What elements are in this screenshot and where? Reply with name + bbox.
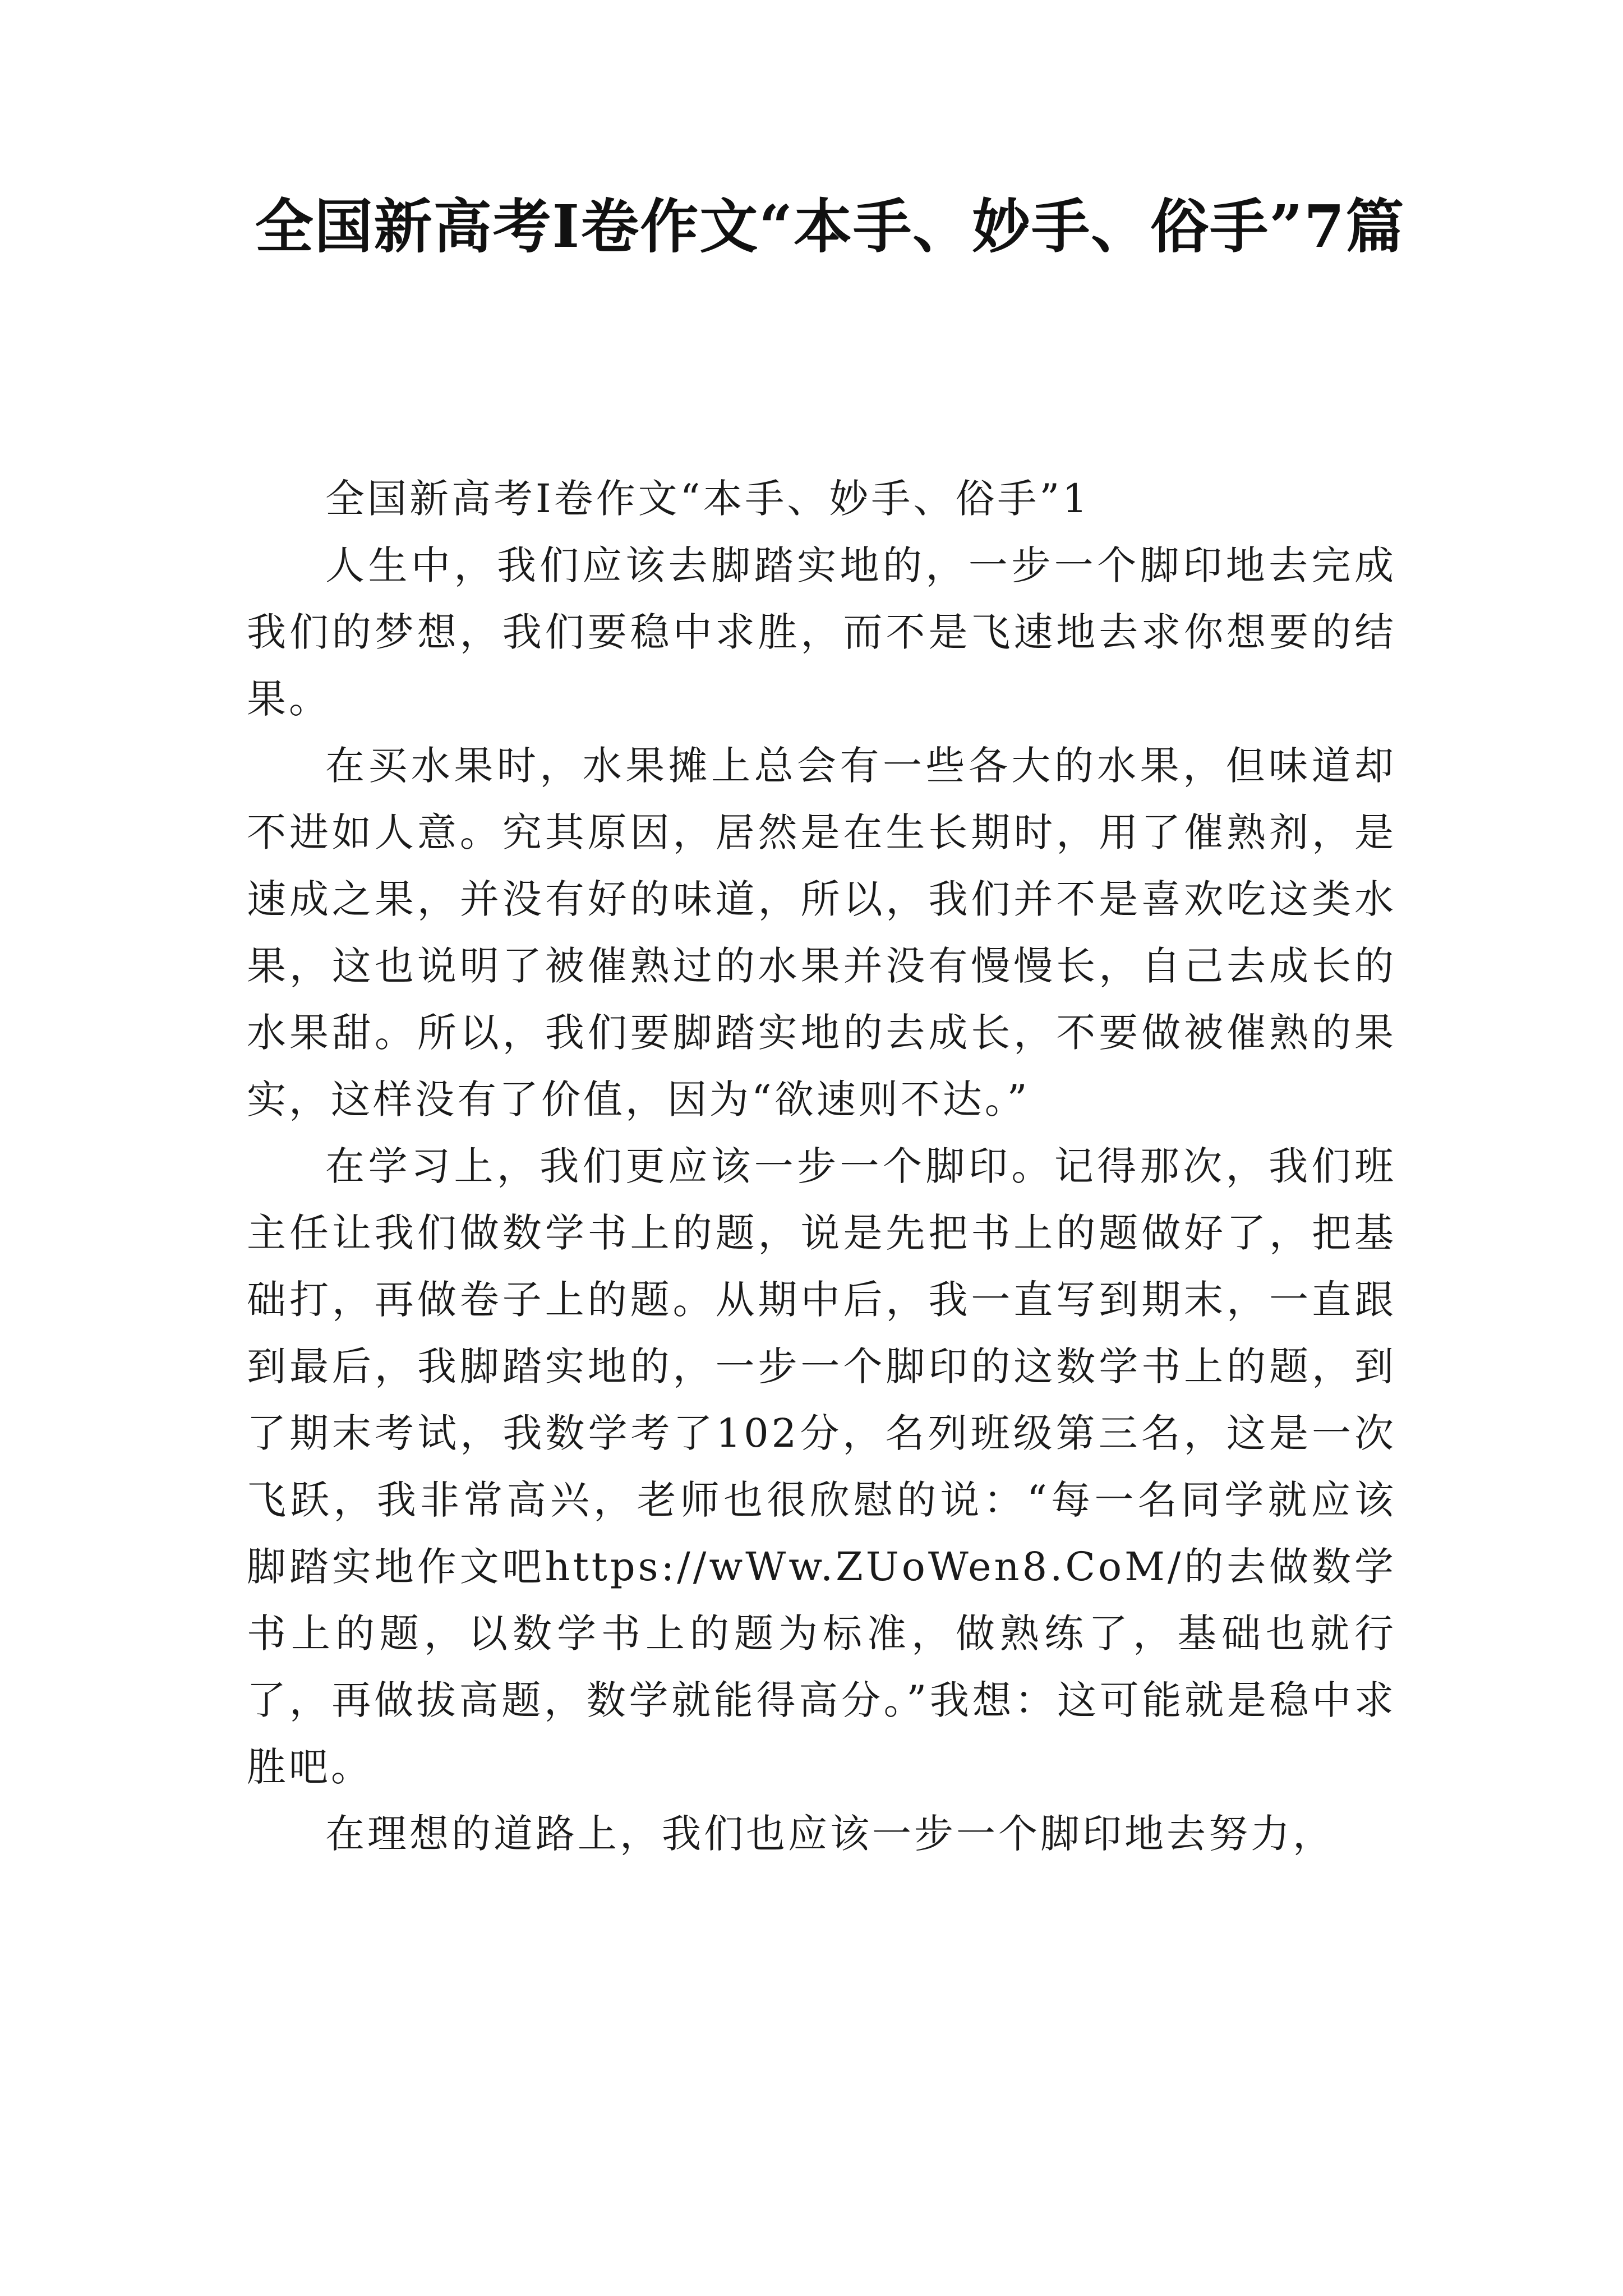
essay-subheading: 全国新高考Ⅰ卷作文“本手、妙手、俗手”1 — [325, 476, 1090, 522]
paragraph: 在买水果时，水果摊上总会有一些各大的水果，但味道却不进如人意。究其原因，居然是在生长期时，用了催熟剂，是速成之果，并没有好的味道，所以，我们并不是喜欢吃这类水果，这也说明了被催熟过的水果并没有慢慢长，自己去成长的水果甜。所以，我们要脚踏实地的去成长，不要做被催熟的果实，这样没有了价值，因为“欲速则不达。” — [247, 743, 1396, 1122]
document-title: 全国新高考Ⅰ卷作文“本手、妙手、俗手”7篇 — [255, 192, 1405, 261]
document-body — [247, 466, 1396, 1867]
paragraph: 在学习上，我们更应该一步一个脚印。记得那次，我们班主任让我们做数学书上的题，说是先把书上的题做好了，把基础打，再做卷子上的题。从期中后，我一直写到期末，一直跟到最后，我脚踏实地的，一步一个脚印的这数学书上的题，到了期末考试，我数学考了102分，名列班级第三名，这是一次飞跃，我非常高兴，老师也很欣慰的说：“每一名同学就应该脚踏实地作文吧https://wWw.ZUoWen8.CoM/的去做数学书上的题，以数学书上的题为标准，做熟练了，基础也就行了，再做拔高题，数学就能得高分。”我想：这可能就是稳中求胜吧。 — [247, 1143, 1396, 1790]
paragraph: 在理想的道路上，我们也应该一步一个脚印地去努力， — [325, 1811, 1335, 1857]
paragraph: 人生中，我们应该去脚踏实地的，一步一个脚印地去完成我们的梦想，我们要稳中求胜，而不是飞速地去求你想要的结果。 — [247, 542, 1396, 722]
